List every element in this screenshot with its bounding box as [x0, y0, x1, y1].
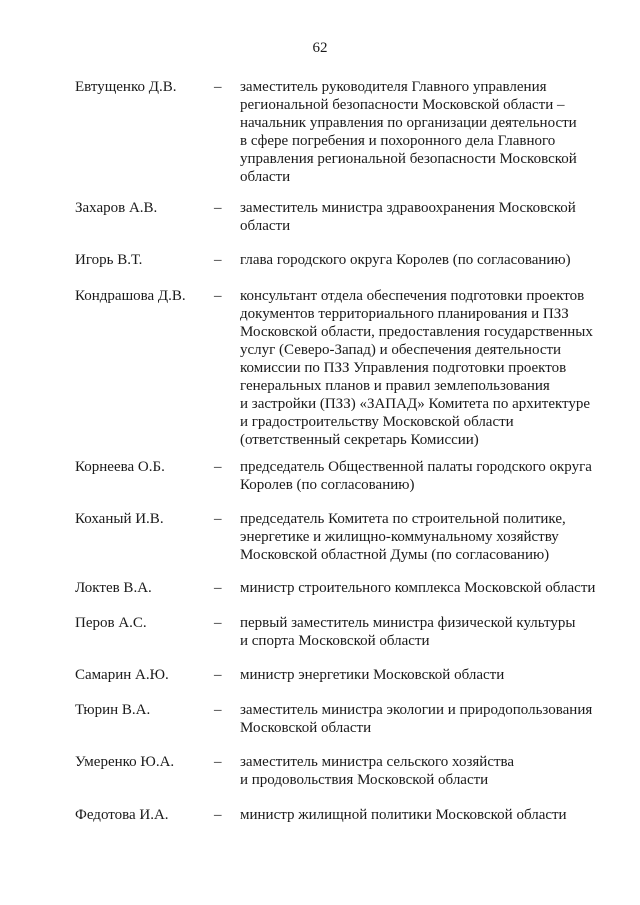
member-role: [240, 458, 600, 494]
dash-separator: –: [214, 580, 222, 596]
role-line: начальник управления по организации деятельности: [240, 115, 577, 131]
member-name: Тюрин В.А.: [75, 702, 151, 718]
dash-separator: –: [214, 79, 222, 95]
role-line: комиссии по ПЗЗ Управления подготовки проектов: [240, 360, 567, 376]
dash-separator: –: [214, 459, 222, 475]
role-line: энергетике и жилищно-коммунальному хозяйству: [240, 529, 559, 545]
member-role: [240, 510, 600, 564]
dash-separator: –: [214, 754, 222, 770]
role-line: генеральных планов и правил землепользования: [240, 378, 550, 394]
member-role: [240, 78, 600, 186]
role-line: председатель Общественной палаты городского округа: [240, 459, 592, 475]
member-role: [240, 614, 600, 650]
role-line: Московской областной Думы (по согласованию): [240, 547, 550, 563]
member-name: Перов А.С.: [75, 615, 147, 631]
role-line: глава городского округа Королев (по согласованию): [240, 252, 571, 268]
dash-separator: –: [214, 667, 222, 683]
role-line: заместитель министра экологии и природопользования: [240, 702, 593, 718]
member-role: [240, 579, 600, 597]
member-name: Самарин А.Ю.: [75, 667, 169, 683]
role-line: документов территориального планирования и ПЗЗ: [240, 306, 569, 322]
role-line: первый заместитель министра физической культуры: [240, 615, 576, 631]
member-name: Локтев В.А.: [75, 580, 152, 596]
role-line: услуг (Северо-Запад) и обеспечения деятельности: [240, 342, 562, 358]
member-role: [240, 666, 600, 684]
role-line: и застройки (ПЗЗ) «ЗАПАД» Комитета по архитектуре: [240, 396, 591, 412]
role-line: заместитель руководителя Главного управления: [240, 79, 547, 95]
member-name: Захаров А.В.: [75, 200, 158, 216]
member-name: Умеренко Ю.А.: [75, 754, 175, 770]
role-line: области: [240, 218, 291, 234]
role-line: в сфере погребения и похоронного дела Главного: [240, 133, 556, 149]
role-line: и продовольствия Московской области: [240, 772, 489, 788]
dash-separator: –: [214, 807, 222, 823]
role-line: министр жилищной политики Московской области: [240, 807, 567, 823]
dash-separator: –: [214, 615, 222, 631]
role-line: и спорта Московской области: [240, 633, 430, 649]
role-line: региональной безопасности Московской области –: [240, 97, 565, 113]
role-line: председатель Комитета по строительной политике,: [240, 511, 566, 527]
dash-separator: –: [214, 511, 222, 527]
role-line: заместитель министра сельского хозяйства: [240, 754, 515, 770]
member-role: [240, 287, 600, 449]
dash-separator: –: [214, 702, 222, 718]
role-line: министр строительного комплекса Московской области: [240, 580, 596, 596]
role-line: управления региональной безопасности Московской: [240, 151, 577, 167]
member-role: [240, 251, 600, 269]
role-line: Московской области: [240, 720, 372, 736]
dash-separator: –: [214, 252, 222, 268]
member-name: Игорь В.Т.: [75, 252, 143, 268]
role-line: министр энергетики Московской области: [240, 667, 505, 683]
role-line: (ответственный секретарь Комиссии): [240, 432, 479, 448]
member-role: [240, 806, 600, 824]
member-name: Корнеева О.Б.: [75, 459, 165, 475]
member-role: [240, 199, 600, 235]
member-name: Федотова И.А.: [75, 807, 169, 823]
role-line: заместитель министра здравоохранения Московской: [240, 200, 576, 216]
role-line: Московской области, предоставления государственных: [240, 324, 593, 340]
member-name: Коханый И.В.: [75, 511, 164, 527]
page-number: 62: [312, 40, 328, 56]
member-role: [240, 701, 600, 737]
role-line: области: [240, 169, 291, 185]
member-name: Евтущенко Д.В.: [75, 79, 177, 95]
dash-separator: –: [214, 288, 222, 304]
member-role: [240, 753, 600, 789]
role-line: Королев (по согласованию): [240, 477, 415, 493]
role-line: и градостроительству Московской области: [240, 414, 514, 430]
member-name: Кондрашова Д.В.: [75, 288, 186, 304]
role-line: консультант отдела обеспечения подготовки проектов: [240, 288, 585, 304]
dash-separator: –: [214, 200, 222, 216]
